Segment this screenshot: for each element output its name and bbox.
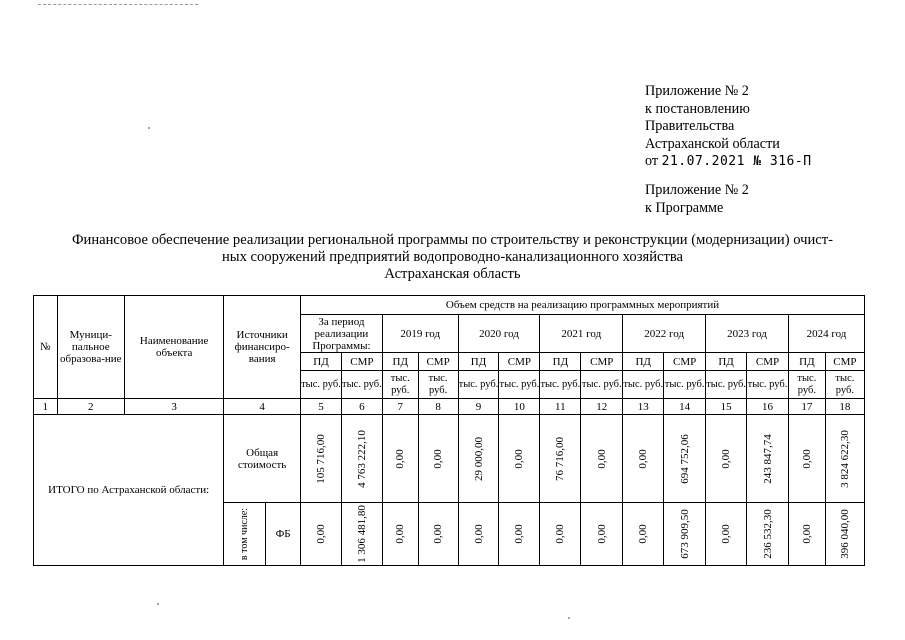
header-smr: СМР bbox=[418, 353, 458, 371]
appendix-line: к Программе bbox=[645, 199, 724, 216]
value-cell bbox=[301, 503, 342, 566]
source-fb: ФБ bbox=[266, 503, 301, 566]
column-number: 8 bbox=[418, 399, 458, 415]
value-cell bbox=[458, 415, 499, 503]
value-text: 3 824 622,30 bbox=[838, 429, 851, 488]
value-text: 0,00 bbox=[394, 524, 407, 544]
header-num: № bbox=[34, 296, 58, 399]
column-number: 15 bbox=[706, 399, 747, 415]
value-cell bbox=[499, 415, 540, 503]
appendix-line: Приложение № 2 bbox=[645, 83, 749, 99]
value-text: 0,00 bbox=[800, 524, 813, 544]
scan-speck bbox=[568, 617, 570, 619]
header-object-name: Наименование объекта bbox=[125, 296, 224, 399]
header-pd: ПД bbox=[382, 353, 418, 371]
scan-artifact-line bbox=[38, 4, 198, 5]
value-text: 0,00 bbox=[595, 524, 608, 544]
value-text: 0,00 bbox=[595, 448, 608, 469]
value-cell bbox=[581, 503, 623, 566]
column-number: 12 bbox=[581, 399, 623, 415]
value-text: 0,00 bbox=[513, 448, 526, 469]
value-cell bbox=[301, 415, 342, 503]
column-number: 13 bbox=[623, 399, 664, 415]
header-municipality: Муници-пальное образова-ние bbox=[57, 296, 125, 399]
column-number: 4 bbox=[224, 399, 301, 415]
value-cell bbox=[788, 503, 825, 566]
value-cell bbox=[664, 415, 706, 503]
header-unit: тыс. руб. bbox=[664, 371, 706, 399]
value-cell bbox=[747, 503, 789, 566]
value-text: 0,00 bbox=[513, 524, 526, 544]
header-unit: тыс. руб. bbox=[540, 371, 581, 399]
header-unit: тыс. руб. bbox=[581, 371, 623, 399]
header-unit: тыс. руб. bbox=[301, 371, 342, 399]
value-text: 396 040,00 bbox=[838, 509, 851, 559]
value-text: 76 716,00 bbox=[554, 436, 567, 481]
header-unit: тыс. руб. bbox=[788, 371, 825, 399]
value-text: 1 306 481,80 bbox=[355, 505, 368, 563]
appendix-program bbox=[645, 182, 749, 217]
column-number: 9 bbox=[458, 399, 499, 415]
scan-speck bbox=[148, 127, 150, 129]
value-text: 243 847,74 bbox=[761, 433, 774, 484]
total-label: ИТОГО по Астраханской области: bbox=[34, 415, 224, 566]
value-text: 0,00 bbox=[720, 448, 733, 469]
value-cell bbox=[825, 415, 864, 503]
header-unit: тыс. руб. bbox=[623, 371, 664, 399]
column-number: 11 bbox=[540, 399, 581, 415]
value-text: 0,00 bbox=[314, 524, 327, 544]
column-number: 5 bbox=[301, 399, 342, 415]
value-cell bbox=[341, 415, 382, 503]
header-pd: ПД bbox=[458, 353, 499, 371]
header-period: За период реализации Программы: bbox=[301, 315, 383, 353]
value-cell bbox=[706, 503, 747, 566]
value-cell bbox=[788, 415, 825, 503]
header-smr: СМР bbox=[664, 353, 706, 371]
appendix-line: Правительства bbox=[645, 118, 735, 135]
header-sources: Источники финансиро-вания bbox=[224, 296, 301, 399]
value-cell bbox=[540, 503, 581, 566]
appendix-date-stamp: 21.07.2021 № 316-П bbox=[661, 154, 812, 170]
header-unit: тыс. руб. bbox=[418, 371, 458, 399]
appendix-date-line bbox=[645, 153, 812, 171]
value-text: 105 716,00 bbox=[314, 433, 327, 484]
value-text: 4 763 222,10 bbox=[355, 429, 368, 488]
including-label: в том числе: bbox=[238, 507, 250, 561]
header-pd: ПД bbox=[301, 353, 342, 371]
appendix-line: к постановлению bbox=[645, 100, 750, 117]
column-number: 1 bbox=[34, 399, 58, 415]
value-text: 0,00 bbox=[800, 448, 813, 469]
value-cell bbox=[747, 415, 789, 503]
value-text: 0,00 bbox=[637, 524, 650, 544]
appendix-line: Астраханской области bbox=[645, 135, 780, 152]
value-cell bbox=[664, 503, 706, 566]
value-text: 0,00 bbox=[432, 524, 445, 544]
value-cell bbox=[623, 503, 664, 566]
column-number: 14 bbox=[664, 399, 706, 415]
value-text: 694 752,06 bbox=[678, 433, 691, 484]
document-title-line-1: Финансовое обеспечение реализации региональной программы по строительству и реконструкции (модернизации) очист- bbox=[71, 232, 833, 248]
column-number: 10 bbox=[499, 399, 540, 415]
financing-table bbox=[33, 295, 865, 566]
header-pd: ПД bbox=[788, 353, 825, 371]
header-smr: СМР bbox=[747, 353, 789, 371]
column-number: 17 bbox=[788, 399, 825, 415]
header-unit: тыс. руб. bbox=[747, 371, 789, 399]
value-text: 0,00 bbox=[472, 524, 485, 544]
column-number: 2 bbox=[57, 399, 125, 415]
value-text: 29 000,00 bbox=[472, 436, 485, 481]
header-unit: тыс. руб. bbox=[382, 371, 418, 399]
value-cell bbox=[382, 503, 418, 566]
header-pd: ПД bbox=[540, 353, 581, 371]
column-number: 18 bbox=[825, 399, 864, 415]
value-cell bbox=[499, 503, 540, 566]
header-year: 2021 год bbox=[540, 315, 623, 353]
scan-speck bbox=[157, 603, 159, 605]
document-title-line-3: Астраханская область bbox=[384, 266, 521, 282]
header-smr: СМР bbox=[825, 353, 864, 371]
value-cell bbox=[706, 415, 747, 503]
header-year: 2023 год bbox=[706, 315, 789, 353]
total-cost-row bbox=[34, 415, 865, 503]
value-text: 0,00 bbox=[394, 448, 407, 469]
header-unit: тыс. руб. bbox=[499, 371, 540, 399]
header-year: 2020 год bbox=[458, 315, 540, 353]
including-cell bbox=[224, 503, 266, 566]
value-text: 0,00 bbox=[637, 448, 650, 469]
header-unit: тыс. руб. bbox=[706, 371, 747, 399]
header-year: 2019 год bbox=[382, 315, 458, 353]
value-cell bbox=[623, 415, 664, 503]
value-cell bbox=[825, 503, 864, 566]
value-cell bbox=[418, 503, 458, 566]
value-cell bbox=[418, 415, 458, 503]
header-unit: тыс. руб. bbox=[341, 371, 382, 399]
header-year: 2024 год bbox=[788, 315, 864, 353]
header-year: 2022 год bbox=[623, 315, 706, 353]
value-cell bbox=[581, 415, 623, 503]
header-pd: ПД bbox=[623, 353, 664, 371]
document-title-line-2: ных сооружений предприятий водопроводно-канализационного хозяйства bbox=[221, 249, 684, 265]
value-cell bbox=[341, 503, 382, 566]
appendix-date-prefix: от bbox=[645, 153, 659, 170]
value-text: 673 909,50 bbox=[678, 509, 691, 559]
appendix-line: Приложение № 2 bbox=[645, 182, 749, 198]
value-text: 0,00 bbox=[720, 524, 733, 544]
column-number: 7 bbox=[382, 399, 418, 415]
value-text: 0,00 bbox=[554, 524, 567, 544]
header-unit: тыс. руб. bbox=[458, 371, 499, 399]
source-total-cost: Общая стоимость bbox=[224, 415, 301, 503]
value-text: 0,00 bbox=[432, 448, 445, 469]
value-cell bbox=[458, 503, 499, 566]
header-unit: тыс. руб. bbox=[825, 371, 864, 399]
header-volume: Объем средств на реализацию программных мероприятий bbox=[301, 296, 865, 315]
column-number: 3 bbox=[125, 399, 224, 415]
column-number: 6 bbox=[341, 399, 382, 415]
header-smr: СМР bbox=[581, 353, 623, 371]
column-number-row bbox=[34, 399, 865, 415]
value-cell bbox=[382, 415, 418, 503]
value-cell bbox=[540, 415, 581, 503]
header-pd: ПД bbox=[706, 353, 747, 371]
column-number: 16 bbox=[747, 399, 789, 415]
header-smr: СМР bbox=[499, 353, 540, 371]
value-text: 236 532,30 bbox=[761, 509, 774, 559]
header-smr: СМР bbox=[341, 353, 382, 371]
appendix-resolution bbox=[645, 83, 812, 171]
